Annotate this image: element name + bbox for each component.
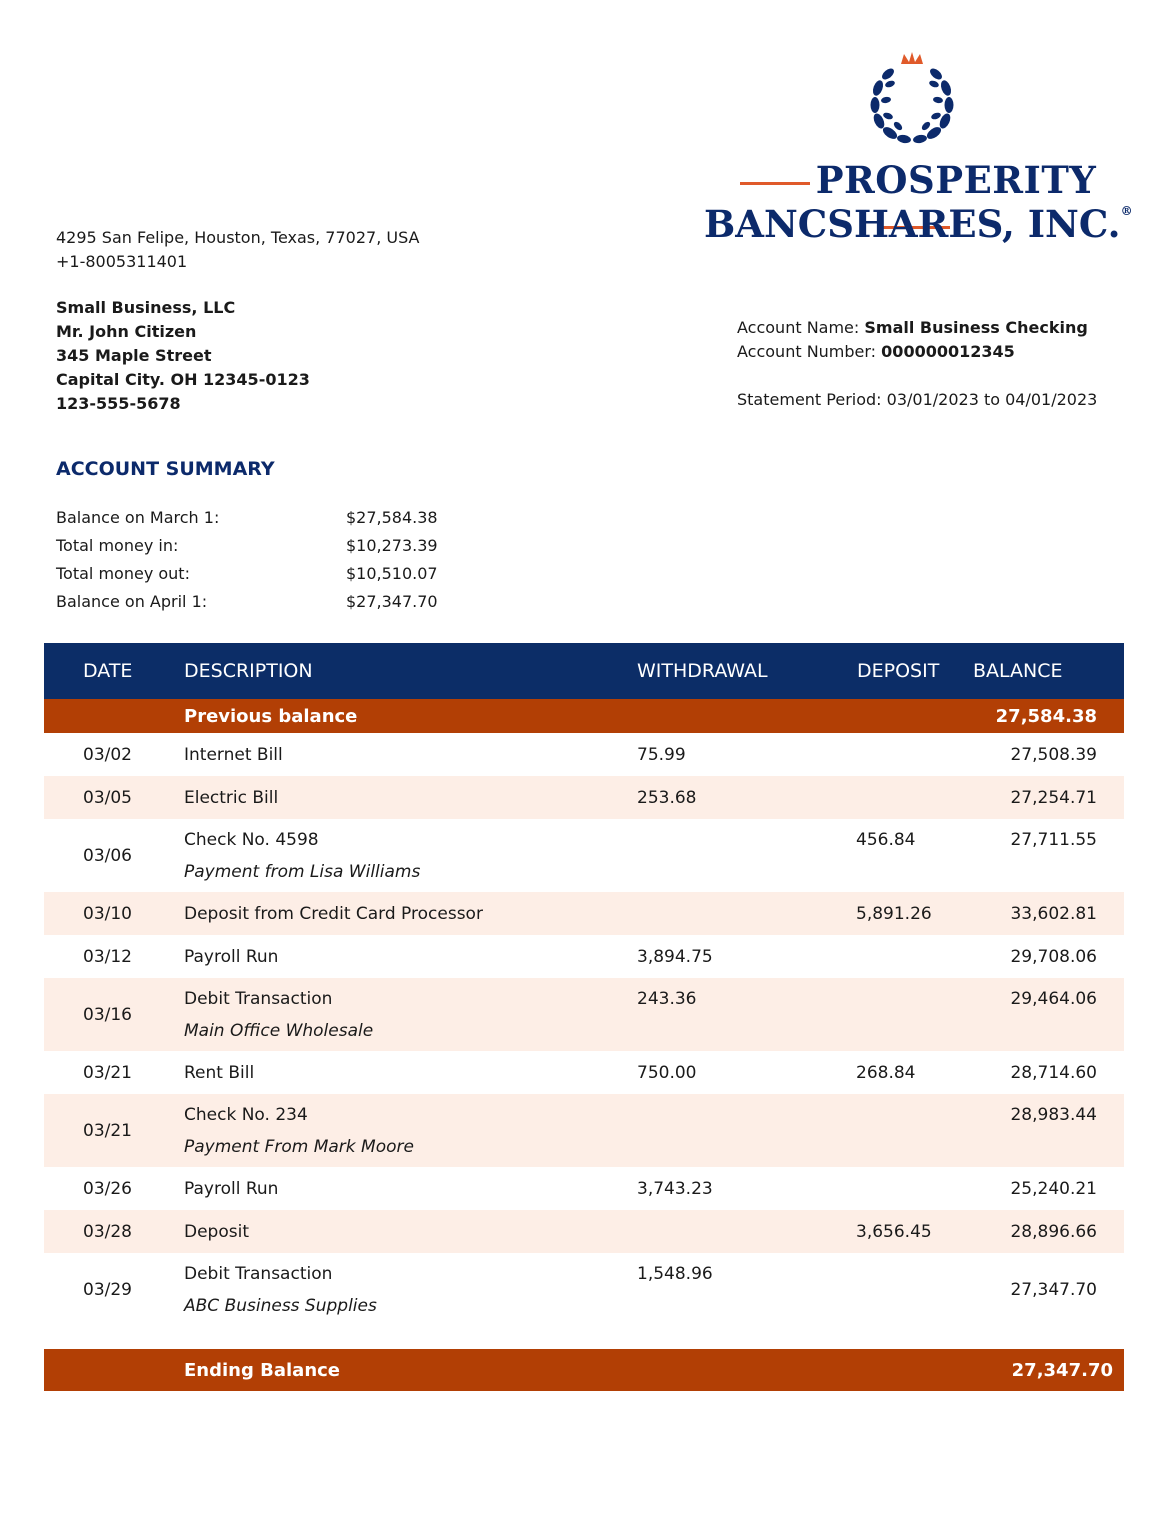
header-date: DATE <box>44 643 184 699</box>
cell-date: 03/05 <box>44 776 184 819</box>
summary-value: $27,347.70 <box>346 591 438 611</box>
cell-date: 03/10 <box>44 892 184 935</box>
account-number-value: 000000012345 <box>881 342 1015 361</box>
cell-date: 03/02 <box>83 744 132 765</box>
cell-date: 03/29 <box>83 1279 132 1300</box>
cell-balance: 25,240.21 <box>1010 1178 1097 1199</box>
cell-deposit: 3,656.45 <box>823 1210 973 1253</box>
table-row <box>44 819 1124 892</box>
statement-period-value: 03/01/2023 to 04/01/2023 <box>886 390 1098 409</box>
table-row <box>44 1094 1124 1167</box>
header-withdrawal: WITHDRAWAL <box>637 643 823 699</box>
cell-empty <box>823 1349 973 1391</box>
account-summary <box>56 503 438 615</box>
summary-label: Total money in: <box>56 535 179 555</box>
ending-balance-label: Ending Balance <box>184 1349 637 1391</box>
cell-description <box>184 978 637 1051</box>
ending-balance-row <box>44 1349 1124 1391</box>
cell-balance: 28,896.66 <box>973 1210 1124 1253</box>
customer-company: Small Business, LLC <box>56 298 236 317</box>
cell-withdrawal: 75.99 <box>637 744 686 765</box>
statement-period-label: Statement Period: <box>737 390 882 409</box>
cell-empty <box>637 699 823 733</box>
previous-balance-label: Previous balance <box>184 699 637 733</box>
summary-value: $27,584.38 <box>346 507 438 527</box>
description-main: Check No. 234 <box>184 1105 308 1125</box>
cell-deposit <box>823 776 973 819</box>
cell-date: 03/26 <box>83 1178 132 1199</box>
cell-balance: 28,714.60 <box>1010 1062 1097 1083</box>
account-name-label: Account Name: <box>737 318 860 337</box>
cell-balance: 27,508.39 <box>1010 744 1097 765</box>
bank-name-text: PROSPERITY <box>815 158 1097 202</box>
previous-balance-row <box>44 699 1124 733</box>
summary-value: $10,510.07 <box>346 563 438 583</box>
cell-empty <box>637 1349 823 1391</box>
description-main: Debit Transaction <box>184 989 333 1009</box>
transactions-table <box>44 643 1124 1391</box>
customer-phone: 123-555-5678 <box>56 394 181 413</box>
summary-row <box>56 587 438 615</box>
description-sub: Main Office Wholesale <box>184 1021 374 1041</box>
bank-address: 4295 San Felipe, Houston, Texas, 77027, USA <box>56 228 420 247</box>
account-name-line <box>737 316 1097 340</box>
cell-date: 03/12 <box>83 946 132 967</box>
table-row <box>44 1210 1124 1253</box>
cell-description: Payroll Run <box>184 946 279 967</box>
table-row <box>44 1253 1124 1326</box>
summary-label: Balance on April 1: <box>56 591 208 611</box>
cell-date: 03/21 <box>83 1062 132 1083</box>
account-number-label: Account Number: <box>737 342 877 361</box>
cell-deposit <box>823 978 973 1051</box>
summary-row <box>56 559 438 587</box>
description-sub: ABC Business Supplies <box>184 1296 377 1316</box>
header-deposit: DEPOSIT <box>823 643 973 699</box>
description-sub: Payment from Lisa Williams <box>184 862 421 882</box>
table-row <box>44 1051 1124 1094</box>
customer-contact: Mr. John Citizen <box>56 322 197 341</box>
cell-date: 03/21 <box>44 1094 184 1167</box>
customer-address-block <box>56 296 310 416</box>
cell-date: 03/16 <box>44 978 184 1051</box>
logo-rule-left <box>740 182 810 185</box>
cell-description: Deposit <box>184 1210 637 1253</box>
cell-empty <box>44 1349 184 1391</box>
cell-description <box>184 1094 637 1167</box>
cell-deposit <box>823 1094 973 1167</box>
cell-balance: 29,708.06 <box>1010 946 1097 967</box>
cell-balance: 27,347.70 <box>1010 1279 1097 1300</box>
description-main: Check No. 4598 <box>184 830 319 850</box>
cell-description: Electric Bill <box>184 776 637 819</box>
registered-mark: ® <box>1120 204 1133 218</box>
cell-withdrawal: 3,894.75 <box>637 946 713 967</box>
cell-empty <box>44 1326 1124 1349</box>
cell-deposit <box>823 1167 973 1210</box>
cell-withdrawal: 243.36 <box>637 978 823 1051</box>
summary-row <box>56 503 438 531</box>
cell-empty <box>823 699 973 733</box>
cell-deposit <box>823 935 973 978</box>
ending-balance-value: 27,347.70 <box>973 1349 1124 1391</box>
table-row <box>44 1167 1124 1210</box>
cell-deposit <box>823 1253 973 1326</box>
table-spacer <box>44 1326 1124 1349</box>
cell-deposit: 456.84 <box>856 830 916 850</box>
cell-withdrawal <box>637 892 823 935</box>
cell-balance: 28,983.44 <box>973 1094 1124 1167</box>
account-name-value: Small Business Checking <box>864 318 1088 337</box>
table-header-row <box>44 643 1124 699</box>
description-main: Debit Transaction <box>184 1264 333 1284</box>
account-info-block <box>737 316 1097 412</box>
cell-balance: 27,254.71 <box>973 776 1124 819</box>
table-row <box>44 978 1124 1051</box>
statement-period-line <box>737 388 1097 412</box>
previous-balance-value: 27,584.38 <box>973 699 1124 733</box>
laurel-wreath-icon <box>700 50 1130 150</box>
table-row <box>44 733 1124 776</box>
description-sub: Payment From Mark Moore <box>184 1137 414 1157</box>
cell-withdrawal <box>637 1094 823 1167</box>
cell-withdrawal <box>637 1210 823 1253</box>
bank-name-text-2: BANCSHARES, INC. <box>704 202 1121 246</box>
cell-date: 03/28 <box>44 1210 184 1253</box>
cell-balance: 33,602.81 <box>973 892 1124 935</box>
summary-row <box>56 531 438 559</box>
cell-deposit <box>823 733 973 776</box>
cell-empty <box>44 699 184 733</box>
header-balance: BALANCE <box>973 643 1124 699</box>
table-row <box>44 935 1124 978</box>
cell-balance: 27,711.55 <box>1010 830 1097 850</box>
account-summary-heading: ACCOUNT SUMMARY <box>56 458 275 480</box>
customer-street: 345 Maple Street <box>56 346 212 365</box>
table-row <box>44 776 1124 819</box>
cell-withdrawal: 750.00 <box>637 1062 697 1083</box>
cell-date: 03/06 <box>83 845 132 866</box>
cell-withdrawal <box>637 819 823 892</box>
cell-description: Internet Bill <box>184 744 283 765</box>
account-number-line <box>737 340 1097 364</box>
cell-description <box>184 819 637 892</box>
summary-label: Balance on March 1: <box>56 507 220 527</box>
cell-deposit: 5,891.26 <box>823 892 973 935</box>
bank-address-block <box>56 226 419 274</box>
table-row <box>44 892 1124 935</box>
bank-phone: +1-8005311401 <box>56 252 188 271</box>
summary-label: Total money out: <box>56 563 190 583</box>
bank-logo <box>700 50 1133 250</box>
header-description: DESCRIPTION <box>184 643 637 699</box>
cell-description <box>184 1253 637 1326</box>
cell-description: Deposit from Credit Card Processor <box>184 892 637 935</box>
cell-description: Payroll Run <box>184 1178 279 1199</box>
bank-name-line2 <box>704 202 1133 246</box>
cell-balance: 29,464.06 <box>973 978 1124 1051</box>
summary-value: $10,273.39 <box>346 535 438 555</box>
cell-withdrawal: 1,548.96 <box>637 1264 713 1284</box>
cell-withdrawal: 3,743.23 <box>637 1178 713 1199</box>
cell-description: Rent Bill <box>184 1062 255 1083</box>
customer-city: Capital City. OH 12345-0123 <box>56 370 310 389</box>
cell-withdrawal: 253.68 <box>637 776 823 819</box>
cell-deposit: 268.84 <box>856 1062 916 1083</box>
